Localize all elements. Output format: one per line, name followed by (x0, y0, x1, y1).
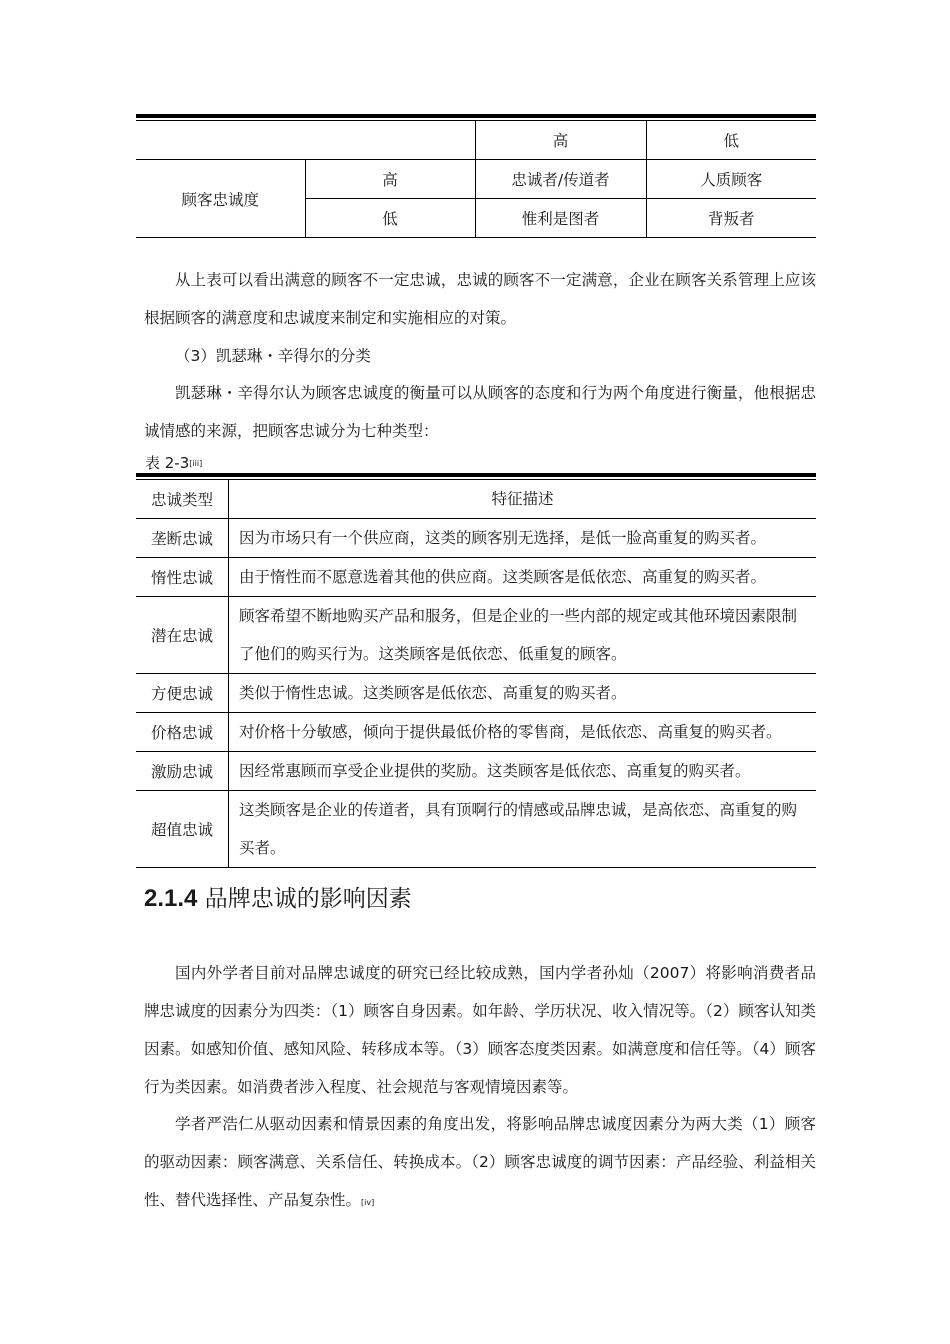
footnote-ref: [iv] (361, 1198, 375, 1207)
table2-type: 超值忠诚 (136, 791, 229, 868)
table2-desc: 对价格十分敏感，倾向于提供最低价格的零售商，是低依恋、高重复的购买者。 (229, 713, 817, 752)
table2-desc: 由于惰性而不愿意选着其他的供应商。这类顾客是低依恋、高重复的购买者。 (229, 558, 817, 597)
table1-cell: 惟利是图者 (475, 199, 646, 238)
table2-header-desc: 特征描述 (229, 480, 817, 519)
table2-type: 潜在忠诚 (136, 597, 229, 674)
satisfaction-loyalty-table (136, 121, 816, 238)
paragraph-3: 国内外学者目前对品牌忠诚度的研究已经比较成熟，国内学者孙灿（2007）将影响消费者品牌忠诚度的因素分为四类：（1）顾客自身因素。如年龄、学历状况、收入情况等。（2）顾客认知类因素。如感知价值、感知风险、转移成本等。（3）顾客态度类因素。如满意度和信任等。（4）顾客行为类因素。如消费者涉入程度、社会规范与客观情境因素等。 (144, 964, 816, 1096)
table1-cell: 背叛者 (646, 199, 816, 238)
table2-desc: 顾客希望不断地购买产品和服务，但是企业的一些内部的规定或其他环境因素限制了他们的购买行为。这类顾客是低依恋、低重复的顾客。 (229, 597, 817, 674)
section-title: 品牌忠诚的影响因素 (204, 886, 412, 912)
table2-desc: 这类顾客是企业的传道者，具有顶啊行的情感或品牌忠诚，是高依恋、高重复的购买者。 (229, 791, 817, 868)
table2-top-rule (136, 473, 816, 477)
table2-type: 方便忠诚 (136, 674, 229, 713)
table2-header-type: 忠诚类型 (136, 480, 229, 519)
table-caption (145, 452, 202, 473)
subheading: （3）凯瑟琳・辛得尔的分类 (175, 347, 371, 365)
paragraph-2: 凯瑟琳・辛得尔认为顾客忠诚度的衡量可以从顾客的态度和行为两个角度进行衡量，他根据忠诚情感的来源，把顾客忠诚分为七种类型： (144, 384, 816, 440)
caption-label: 表 2-3 (145, 454, 190, 472)
table1-level-low: 低 (305, 199, 475, 238)
table1-top-rule (136, 114, 816, 118)
table1-row-label: 顾客忠诚度 (136, 160, 305, 238)
table1-cell: 忠诚者/传道者 (475, 160, 646, 199)
table2-desc: 类似于惰性忠诚。这类顾客是低依恋、高重复的购买者。 (229, 674, 817, 713)
table1-header-low: 低 (646, 121, 816, 160)
table2-type: 激励忠诚 (136, 752, 229, 791)
paragraph-4-text: 学者严浩仁从驱动因素和情景因素的角度出发，将影响品牌忠诚度因素分为两大类（1）顾客的驱动因素：顾客满意、关系信任、转换成本。（2）顾客忠诚度的调节因素：产品经验、利益相关性、替代选择性、产品复杂性。 (144, 1115, 816, 1209)
table1-cell: 人质顾客 (646, 160, 816, 199)
section-heading (144, 880, 412, 913)
loyalty-types-table (136, 480, 816, 868)
table2-desc: 因经常惠顾而享受企业提供的奖励。这类顾客是低依恋、高重复的购买者。 (229, 752, 817, 791)
paragraph-1: 从上表可以看出满意的顾客不一定忠诚，忠诚的顾客不一定满意，企业在顾客关系管理上应该根据顾客的满意度和忠诚度来制定和实施相应的对策。 (144, 271, 816, 327)
caption-ref: [iii] (189, 459, 203, 468)
section-number: 2.1.4 (144, 885, 198, 912)
table1-header-high: 高 (475, 121, 646, 160)
table2-desc: 因为市场只有一个供应商，这类的顾客别无选择，是低一脸高重复的购买者。 (229, 519, 817, 558)
table1-empty-header (136, 121, 475, 160)
table2-type: 垄断忠诚 (136, 519, 229, 558)
table2-type: 价格忠诚 (136, 713, 229, 752)
paragraph-4 (144, 1105, 816, 1222)
table1-level-high: 高 (305, 160, 475, 199)
table2-type: 惰性忠诚 (136, 558, 229, 597)
